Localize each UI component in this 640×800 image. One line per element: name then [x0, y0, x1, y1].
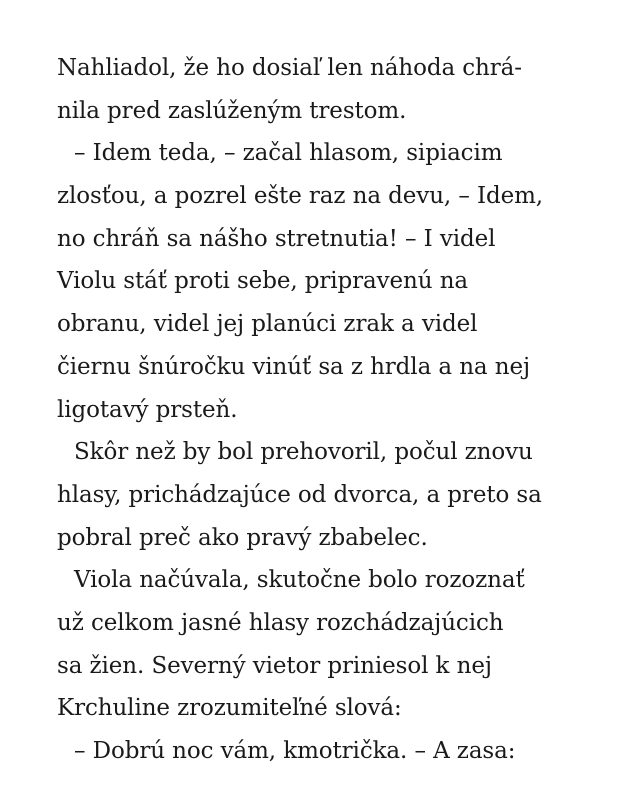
text-line: ligotavý prsteň.: [57, 396, 238, 423]
text-line: sa žien. Severný vietor priniesol k nej: [57, 652, 492, 679]
text-line: Skôr než by bol prehovoril, počul znovu: [74, 439, 533, 466]
text-line: Krchuline zrozumiteľné slová:: [57, 695, 402, 722]
text-line: Viola načúvala, skutočne bolo rozoznať: [74, 567, 525, 594]
text-line: pobral preč ako pravý zbabelec.: [57, 524, 428, 551]
text-line: obranu, videl jej planúci zrak a videl: [57, 311, 478, 338]
text-line: no chráň sa nášho stretnutia! – I videl: [57, 225, 496, 252]
book-page-text: [57, 47, 617, 773]
text-line: zlosťou, a pozrel ešte raz na devu, – Idem,: [57, 183, 544, 210]
text-line: – Dobrú noc vám, kmotrička. – A zasa:: [74, 738, 516, 764]
text-line: nila pred zaslúženým trestom.: [57, 97, 407, 124]
text-line: už celkom jasné hlasy rozchádzajúcich: [57, 609, 504, 636]
text-line: – Idem teda, – začal hlasom, sipiacim: [74, 140, 503, 167]
text-line: čiernu šnúročku vinúť sa z hrdla a na nej: [57, 353, 531, 380]
text-line: Violu stáť proti sebe, pripravenú na: [57, 268, 469, 295]
text-line: hlasy, prichádzajúce od dvorca, a preto sa: [57, 481, 542, 508]
text-line: Nahliadol, že ho dosiaľ len náhoda chrá-: [57, 55, 522, 81]
